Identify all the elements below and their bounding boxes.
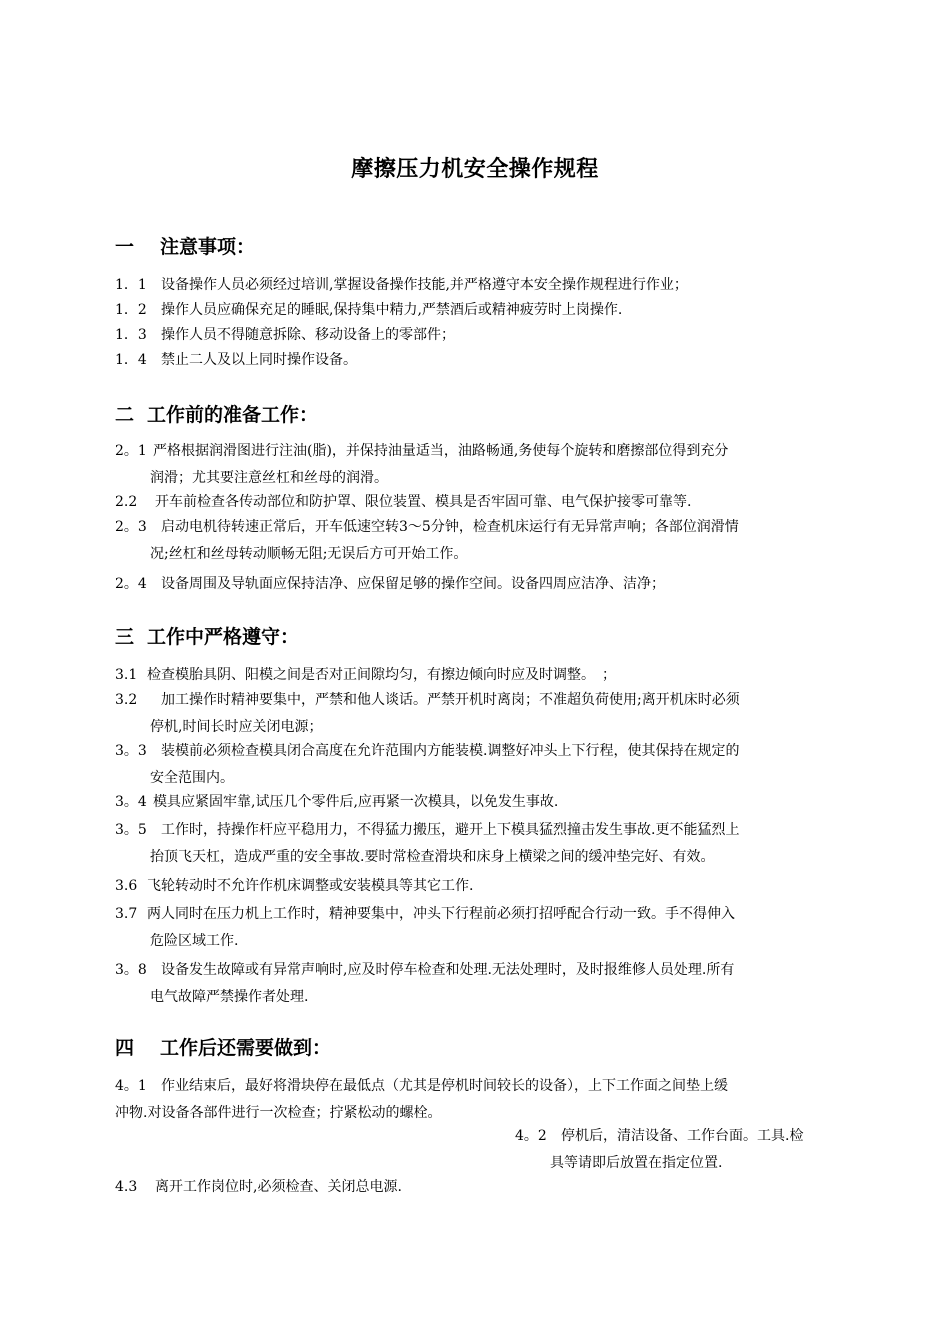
list-item xyxy=(115,297,860,324)
item-text: 操作人员应确保充足的睡眠,保持集中精力,严禁酒后或精神疲劳时上岗操作. xyxy=(161,302,623,318)
section-heading-4 xyxy=(115,1033,331,1060)
list-item xyxy=(115,1073,860,1127)
section-number: 二 xyxy=(115,404,135,426)
list-item xyxy=(115,687,860,741)
item-text: 禁止二人及以上同时操作设备。 xyxy=(161,352,357,368)
list-item xyxy=(115,571,860,598)
list-item xyxy=(115,789,860,816)
item-number: 1．4 xyxy=(115,352,147,368)
list-item xyxy=(115,957,860,1011)
document-title: 摩擦压力机安全操作规程 xyxy=(351,157,599,182)
item-text: 设备发生故障或有异常声响时,应及时停车检查和处理.无法处理时，及时报维修人员处理.所有 xyxy=(161,962,735,978)
item-text: 操作人员不得随意拆除、移动设备上的零部件； xyxy=(161,327,455,343)
item-text: 停机后，清洁设备、工作台面。工具.检 xyxy=(561,1128,804,1144)
item-text: 启动电机待转速正常后，开车低速空转3～5分钟，检查机床运行有无异常声响；各部位润滑情 xyxy=(161,519,739,535)
item-number: 4.3 xyxy=(115,1179,138,1195)
item-number: 4。1 xyxy=(115,1078,147,1094)
section-number: 四 xyxy=(115,1037,135,1059)
list-item xyxy=(115,738,860,792)
list-item xyxy=(115,662,860,689)
item-text: 检查模胎具阴、阳模之间是否对正间隙均匀，有擦边倾向时应及时调整。 ； xyxy=(147,667,616,683)
item-text-continued: 危险区域工作. xyxy=(150,933,239,949)
item-text: 两人同时在压力机上工作时，精神要集中，冲头下行程前必须打招呼配合行动一致。手不得伸入 xyxy=(147,906,735,922)
item-text: 加工操作时精神要集中，严禁和他人谈话。严禁开机时离岗；不准超负荷使用;离开机床时必须 xyxy=(161,692,740,708)
list-item xyxy=(115,1174,860,1201)
item-text-continued: 况;丝杠和丝母转动顺畅无阻;无误后方可开始工作。 xyxy=(150,546,468,562)
item-number: 2。3 xyxy=(115,519,147,535)
item-number: 3.1 xyxy=(115,667,138,683)
section-number: 三 xyxy=(115,626,135,648)
item-text-continued: 电气故障严禁操作者处理. xyxy=(150,989,309,1005)
item-number: 3.7 xyxy=(115,906,138,922)
item-number: 3.6 xyxy=(115,878,138,894)
item-text: 设备操作人员必须经过培训,掌握设备操作技能,并严格遵守本安全操作规程进行作业； xyxy=(161,277,688,293)
item-text: 模具应紧固牢靠,试压几个零件后,应再紧一次模具，以免发生事故. xyxy=(153,794,559,810)
section-title: 注意事项： xyxy=(160,236,256,258)
item-text: 作业结束后，最好将滑块停在最低点（尤其是停机时间较长的设备），上下工作面之间垫上缓 xyxy=(161,1078,728,1094)
list-item xyxy=(115,272,860,299)
item-number: 1．1 xyxy=(115,277,147,293)
list-item xyxy=(115,901,860,955)
section-title: 工作后还需要做到： xyxy=(160,1037,332,1059)
item-number: 2。1 xyxy=(115,443,147,459)
item-number: 2。4 xyxy=(115,576,147,592)
item-text: 离开工作岗位时,必须检查、关闭总电源. xyxy=(155,1179,402,1195)
item-text-continued: 具等请即后放置在指定位置. xyxy=(550,1155,723,1171)
section-title: 工作前的准备工作： xyxy=(147,404,319,426)
item-text: 严格根据润滑图进行注油(脂)，并保持油量适当，油路畅通,务使每个旋转和磨擦部位得到充分 xyxy=(153,443,729,459)
item-number: 4。2 xyxy=(515,1128,547,1144)
list-item xyxy=(115,873,860,900)
item-number: 3。3 xyxy=(115,743,147,759)
list-item xyxy=(115,347,860,374)
section-number: 一 xyxy=(115,236,135,258)
item-number: 2.2 xyxy=(115,494,138,510)
item-number: 3。5 xyxy=(115,822,147,838)
list-item xyxy=(115,438,860,492)
item-text: 设备周围及导轨面应保持洁净、应保留足够的操作空间。设备四周应洁净、洁净； xyxy=(161,576,665,592)
item-text-continued: 停机,时间长时应关闭电源； xyxy=(150,719,323,735)
section-heading-2 xyxy=(115,400,318,427)
list-item xyxy=(115,514,860,568)
item-text-continued: 安全范围内。 xyxy=(150,770,234,786)
section-heading-1 xyxy=(115,232,255,259)
list-item xyxy=(115,489,860,516)
item-text-continued: 冲物.对设备各部件进行一次检查；拧紧松动的螺栓。 xyxy=(115,1105,442,1121)
item-text: 飞轮转动时不允许作机床调整或安装模具等其它工作. xyxy=(147,878,474,894)
list-item xyxy=(515,1123,860,1177)
list-item xyxy=(115,817,860,871)
item-text-continued: 抬顶飞天杠，造成严重的安全事故.要时常检查滑块和床身上横梁之间的缓冲垫完好、有效。 xyxy=(150,849,715,865)
item-text: 开车前检查各传动部位和防护罩、限位装置、模具是否牢固可靠、电气保护接零可靠等. xyxy=(155,494,692,510)
item-number: 1．2 xyxy=(115,302,147,318)
list-item xyxy=(115,322,860,349)
item-number: 3.2 xyxy=(115,692,138,708)
item-text: 工作时，持操作杆应平稳用力，不得猛力搬压，避开上下模具猛烈撞击发生事故.更不能猛烈上 xyxy=(161,822,740,838)
item-number: 3。4 xyxy=(115,794,147,810)
item-text: 装模前必须检查模具闭合高度在允许范围内方能装模.调整好冲头上下行程，使其保持在规定的 xyxy=(161,743,740,759)
item-text-continued: 润滑；尤其要注意丝杠和丝母的润滑。 xyxy=(150,470,388,486)
item-number: 1．3 xyxy=(115,327,147,343)
section-heading-3 xyxy=(115,622,299,649)
item-number: 3。8 xyxy=(115,962,147,978)
section-title: 工作中严格遵守： xyxy=(147,626,300,648)
